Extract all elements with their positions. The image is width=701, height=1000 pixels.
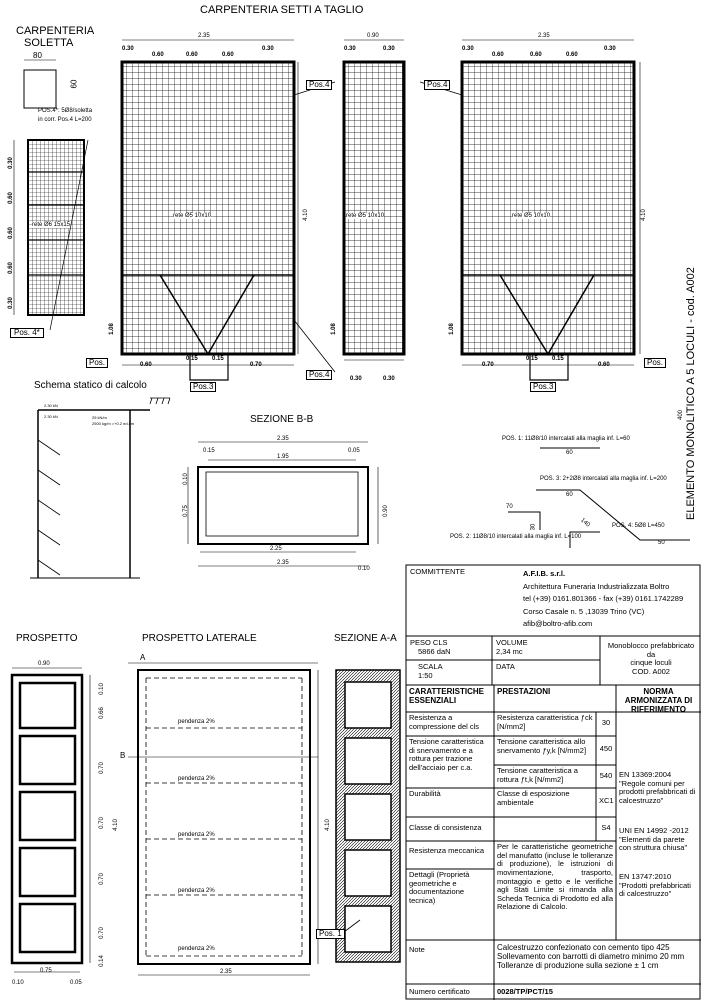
bb-w-235b: 2.35 bbox=[277, 560, 289, 566]
title-carpenteria: CARPENTERIA bbox=[16, 25, 95, 37]
bb-w-195: 1.95 bbox=[277, 454, 289, 460]
prospetto-drawing bbox=[12, 668, 90, 972]
sezione-aa-drawing bbox=[336, 670, 400, 962]
setti-bottom-right-dim: 0.15 bbox=[552, 356, 564, 362]
volume-cell bbox=[493, 637, 593, 660]
setti-h-108-left: 1.08 bbox=[108, 323, 115, 335]
pos2-dim-30: 30 bbox=[530, 523, 537, 531]
setti-bottom-right-dim: 0.60 bbox=[598, 362, 610, 368]
title-soletta: SOLETTA bbox=[24, 37, 74, 49]
setti-dim-235-left: 2.35 bbox=[198, 33, 210, 39]
row-car: Dettagli (Proprietà geometriche e documentazione tecnica) bbox=[409, 870, 470, 905]
schema-note: 25 kN/m bbox=[92, 415, 107, 420]
pendenza-label: pendenza 2% bbox=[178, 888, 215, 894]
setti-mid-top-dim: 0.30 bbox=[383, 46, 395, 52]
pendenza-label: pendenza 2% bbox=[178, 776, 215, 782]
norma-2: UNI EN 14992 -2012 "Elementi da parete con struttura chiusa" bbox=[619, 826, 689, 853]
bb-w-225: 2.25 bbox=[270, 546, 282, 552]
setti-h-108-right: 1.08 bbox=[448, 323, 455, 335]
row-pre: Resistenza caratteristica ƒck [N/mm2] bbox=[497, 713, 593, 731]
note-line: Tolleranze di produzione sulla sezione ± 1 cm bbox=[497, 961, 659, 971]
row-val: 30 bbox=[601, 718, 611, 727]
pendenza-label: pendenza 2% bbox=[178, 832, 215, 838]
rebar-shapes bbox=[508, 448, 690, 548]
row-car: Resistenza a compressione del cls bbox=[409, 713, 480, 731]
soletta-dim-60: 60 bbox=[69, 79, 79, 89]
prospetto-h-410: 4.10 bbox=[112, 819, 119, 831]
side-title: ELEMENTO MONOLITICO A 5 LOCULI - cod. A002 bbox=[685, 267, 697, 520]
volume-label: VOLUME bbox=[496, 638, 528, 647]
setti-pos-left: Pos. bbox=[86, 358, 108, 368]
setti-bottom-mid-dim: 0.30 bbox=[350, 376, 362, 382]
prospetto-row-dim: 0.66 bbox=[98, 707, 105, 719]
desc-line: COD. A002 bbox=[632, 666, 670, 676]
soletta-left-dim: 0.30 bbox=[7, 157, 14, 169]
prospetto-row-dim: 0.70 bbox=[98, 873, 105, 885]
scala-cell bbox=[407, 661, 487, 685]
setti-pos-right: Pos. bbox=[644, 358, 666, 368]
row-pre-detail: Per le caratteristiche geometriche del manufatto (incluse le tolleranze di produzione), le istruzioni di movimentazione, trasporto, montaggio e getto e le verifiche agli Stati Limite si rimanda alla Scheda Tecnica di Prodotto ed alla Relazione di Calcolo. bbox=[497, 842, 613, 912]
setti-right-top-dim: 0.60 bbox=[492, 52, 504, 58]
pendenza-label: pendenza 2% bbox=[178, 719, 215, 725]
prospetto-row-dim: 0.14 bbox=[98, 955, 105, 967]
bb-b-010: 0.10 bbox=[358, 566, 370, 572]
pos1-dim: 60 bbox=[566, 450, 573, 456]
setti-rete-mid: rete Ø5 10x10 bbox=[346, 213, 385, 219]
pos1-note: POS. 1: 11Ø8/10 intercalati alla maglia inf. L=60 bbox=[502, 436, 630, 442]
soletta-rete: rete Ø6 15x15 bbox=[32, 222, 71, 228]
company-email: afib@boltro-afib.com bbox=[523, 618, 593, 628]
prospetto-row-dim: 0.70 bbox=[98, 762, 105, 774]
prospetto-w-005: 0.05 bbox=[70, 980, 82, 986]
peso-cell bbox=[407, 637, 487, 660]
header-caratteristiche: CARATTERISTICHE ESSENZIALI bbox=[409, 687, 484, 706]
sez-aa-pos: Pos. 1 bbox=[316, 929, 345, 939]
company-line: Architettura Funeraria Industrializzata Boltro bbox=[523, 581, 670, 591]
setti-bottom-left-dim: 0.60 bbox=[140, 362, 152, 368]
setti-bottom-right-dim: 0.70 bbox=[482, 362, 494, 368]
setti-bottom-left-dim: 0.70 bbox=[250, 362, 262, 368]
soletta-pos-label: Pos. 4* bbox=[10, 328, 44, 338]
setti-bottom-left-dim: 0.15 bbox=[212, 356, 224, 362]
section-marker-b: B bbox=[120, 751, 126, 760]
setti-rete-right: rete Ø5 10x10 bbox=[512, 213, 551, 219]
row-val: XC1 bbox=[599, 796, 614, 805]
soletta-plan bbox=[14, 60, 88, 330]
note-line: Sollevamento con barrotti di diametro minimo 20 mm bbox=[497, 952, 685, 962]
pos4-dim-140: 140 bbox=[579, 517, 591, 529]
laterale-h-410: 4.10 bbox=[324, 819, 331, 831]
norma-3: EN 13747:2010 "Prodotti prefabbricati di calcestruzzo" bbox=[619, 872, 691, 899]
setti-pos3-right: Pos.3 bbox=[530, 382, 556, 392]
title-sezione-aa: SEZIONE A-A bbox=[334, 633, 397, 644]
cert-label: Numero certificato bbox=[409, 987, 470, 996]
laterale-w-235: 2.35 bbox=[220, 969, 232, 975]
setti-right-top-dim: 0.30 bbox=[462, 46, 474, 52]
sezione-bb-drawing bbox=[188, 442, 378, 566]
scala-value: 1:50 bbox=[418, 670, 433, 680]
desc-line: cinque loculi bbox=[630, 658, 672, 668]
soletta-left-dim: 0.60 bbox=[7, 262, 14, 274]
row-car: Tensione caratteristica di snervamento e a rottura per trazione dell'acciaio per c.a. bbox=[409, 737, 484, 772]
schema-note: 2.30 kN bbox=[44, 403, 58, 408]
row-pre: Tensione caratteristica a rottura ƒt,k [N/mm2] bbox=[497, 766, 578, 784]
setti-rete-left: rete Ø5 10x10 bbox=[173, 213, 212, 219]
setti-pos4-bottom: Pos.4 bbox=[306, 370, 332, 380]
setti-left-top-dim: 0.30 bbox=[122, 46, 134, 52]
row-pre: Classe di esposizione ambientale bbox=[497, 789, 570, 807]
prospetto-row-dim: 0.70 bbox=[98, 927, 105, 939]
setti-right-top-dim: 0.60 bbox=[566, 52, 578, 58]
bb-d-005: 0.05 bbox=[348, 448, 360, 454]
section-marker-a: A bbox=[140, 653, 146, 662]
soletta-left-dim: 0.60 bbox=[7, 227, 14, 239]
setti-pos4-left: Pos.4 bbox=[306, 80, 332, 90]
title-schema-statico: Schema statico di calcolo bbox=[34, 380, 147, 391]
soletta-pos4-note-2: in corr. Pos.4 L=200 bbox=[38, 117, 92, 123]
setti-left-top-dim: 0.30 bbox=[262, 46, 274, 52]
bb-h-010: 0.10 bbox=[182, 473, 189, 485]
pos3-note: POS. 3: 2+2Ø8 intercalati alla maglia inf. L=200 bbox=[540, 476, 667, 482]
bb-d-015: 0.15 bbox=[203, 448, 215, 454]
company-name: A.F.I.B. s.r.l. bbox=[523, 569, 566, 578]
prospetto-row-dim: 0.70 bbox=[98, 817, 105, 829]
setti-left-top-dim: 0.60 bbox=[186, 52, 198, 58]
norma-1: EN 13369:2004 "Regole comuni per prodotti prefabbricati di calcestruzzo" bbox=[619, 770, 696, 805]
setti-h-410-right: 4.10 bbox=[640, 209, 647, 221]
data-cell bbox=[493, 661, 593, 685]
row-val: 540 bbox=[599, 771, 613, 780]
setti-dim-235-right: 2.35 bbox=[538, 33, 550, 39]
header-prestazioni: PRESTAZIONI bbox=[497, 687, 551, 696]
prospetto-w-090: 0.90 bbox=[38, 661, 50, 667]
title-prospetto: PROSPETTO bbox=[16, 633, 78, 644]
row-val: 450 bbox=[599, 744, 613, 753]
setti-right-top-dim: 0.30 bbox=[604, 46, 616, 52]
setti-pos4-right: Pos.4 bbox=[424, 80, 450, 90]
setti-h-410-left: 4.10 bbox=[302, 209, 309, 221]
title-carpenteria-setti: CARPENTERIA SETTI A TAGLIO bbox=[200, 4, 364, 16]
bb-h-090: 0.90 bbox=[382, 505, 389, 517]
soletta-left-dim: 0.60 bbox=[7, 192, 14, 204]
setti-mid-top-dim: 0.30 bbox=[344, 46, 356, 52]
setto-middle bbox=[344, 40, 404, 360]
prospetto-row-dim: 0.10 bbox=[98, 683, 105, 695]
data-label: DATA bbox=[496, 662, 515, 671]
row-car: Resistenza meccanica bbox=[409, 846, 485, 855]
row-car: Classe di consistenza bbox=[409, 823, 482, 832]
setti-bottom-mid-dim: 0.30 bbox=[383, 376, 395, 382]
header-norma: NORMA ARMONIZZATA DI RIFERIMENTO bbox=[624, 687, 693, 712]
peso-label: PESO CLS bbox=[410, 638, 448, 647]
schema-note: 2500 kg/m =+0.2 ed.km bbox=[92, 421, 135, 426]
volume-value: 2,34 mc bbox=[496, 646, 523, 656]
note-line: Calcestruzzo confezionato con cemento tipo 425 bbox=[497, 943, 670, 952]
cert-value: 0028/TP/PCT/15 bbox=[497, 987, 553, 996]
committente-label: COMMITTENTE bbox=[410, 567, 465, 576]
pos4-note: POS. 4: 5Ø8 L=450 bbox=[612, 523, 665, 529]
description-cell bbox=[601, 640, 701, 682]
setti-bottom-left-dim: 0.15 bbox=[186, 356, 198, 362]
title-prospetto-laterale: PROSPETTO LATERALE bbox=[142, 633, 257, 644]
setti-right-top-dim: 0.60 bbox=[530, 52, 542, 58]
title-sezione-bb: SEZIONE B-B bbox=[250, 414, 314, 425]
pos2-note: POS. 2: 11Ø8/10 intercalati alla maglia inf. L=100 bbox=[450, 534, 582, 540]
setti-pos3-left: Pos.3 bbox=[190, 382, 216, 392]
pos3-dim: 60 bbox=[566, 492, 573, 498]
soletta-dim-80: 80 bbox=[33, 51, 42, 60]
setti-left-top-dim: 0.60 bbox=[222, 52, 234, 58]
schema-note: 2.30 kN bbox=[44, 414, 58, 419]
setti-dim-090: 0.90 bbox=[367, 33, 379, 39]
desc-line: Monoblocco prefabbricato da bbox=[607, 641, 695, 659]
dim-400: 400 bbox=[678, 409, 685, 421]
prospetto-w-010: 0.10 bbox=[12, 980, 24, 986]
company-block bbox=[520, 568, 698, 636]
peso-value: 5866 daN bbox=[418, 646, 451, 656]
prospetto-w-075: 0.75 bbox=[40, 968, 52, 974]
bb-h-075: 0.75 bbox=[182, 505, 189, 517]
note-label: Note bbox=[409, 945, 425, 954]
characteristics-table bbox=[406, 685, 701, 1000]
bb-w-235: 2.35 bbox=[277, 436, 289, 442]
soletta-pos4-note-1: POS.4*: 5Ø8/soletta bbox=[38, 108, 93, 114]
pendenza-label: pendenza 2% bbox=[178, 946, 215, 952]
soletta-left-dim: 0.30 bbox=[7, 297, 14, 309]
note-block bbox=[494, 941, 701, 984]
pos4-dim-50: 50 bbox=[658, 540, 665, 546]
row-pre: Tensione caratteristica allo snervamento ƒy,k [N/mm2] bbox=[497, 737, 587, 755]
setti-bottom-right-dim: 0.15 bbox=[526, 356, 538, 362]
company-address: Corso Casale n. 5 ,13039 Trino (VC) bbox=[523, 606, 645, 616]
setti-h-108-mid: 1.08 bbox=[330, 323, 337, 335]
row-val: S4 bbox=[601, 823, 611, 832]
pos2-dim-70: 70 bbox=[506, 504, 513, 510]
setti-left-top-dim: 0.60 bbox=[152, 52, 164, 58]
scala-label: SCALA bbox=[418, 662, 443, 671]
company-tel: tel (+39) 0161.801366 - fax (+39) 0161.1742289 bbox=[523, 594, 684, 604]
prospetto-laterale-drawing bbox=[128, 663, 318, 975]
row-car: Durabilità bbox=[409, 789, 441, 798]
